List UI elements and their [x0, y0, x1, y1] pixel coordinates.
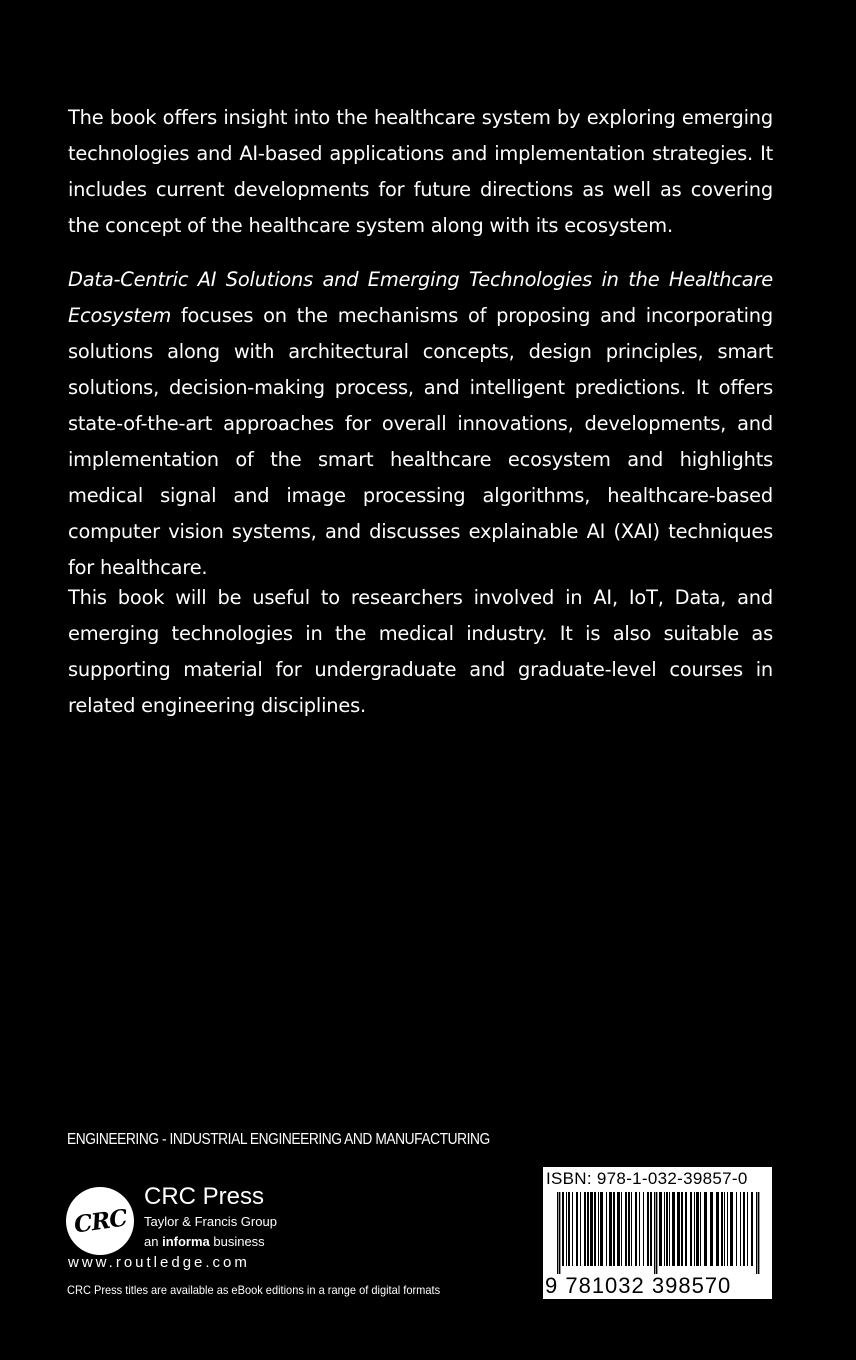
barcode-digits: 9 781032 398570 [545, 1273, 732, 1298]
ebook-note: CRC Press titles are available as eBook editions in a range of digital formats [67, 1283, 441, 1297]
blurb-paragraph-1: The book offers insight into the healthcare system by exploring emerging technologies and AI-based applications and implementation strategies. It includes current developments for future directions as well as covering the concept of the healthcare system along with its ecosystem. [68, 106, 773, 237]
crc-logo-text: CRC [72, 1203, 128, 1239]
isbn-barcode [543, 1167, 772, 1299]
barcode-bars-icon [549, 1192, 767, 1274]
blurb-paragraph-2 [68, 262, 773, 586]
subject-category: ENGINEERING - INDUSTRIAL ENGINEERING AND MANUFACTURING [67, 1131, 490, 1148]
publisher-group: Taylor & Francis Group [144, 1214, 277, 1229]
isbn-label: ISBN: 978-1-032-39857-0 [546, 1169, 748, 1188]
publisher-informa-tagline: an informa business [144, 1234, 265, 1249]
blurb-paragraph-3: This book will be useful to researchers involved in AI, IoT, Data, and emerging technologies in the medical industry. It is also suitable as supporting material for undergraduate and graduate-level courses in related engineering disciplines. [68, 586, 773, 717]
publisher-name: CRC Press [144, 1183, 265, 1210]
informa-word: informa [162, 1234, 210, 1249]
book-title: Data-Centric AI Solutions and Emerging Technologies in the Healthcare Ecosystem [68, 268, 773, 327]
crc-logo-icon [66, 1187, 134, 1255]
blurb-paragraph-2-body: focuses on the mechanisms of proposing and incorporating solutions along with architectural concepts, design principles, smart solutions, decision-making process, and intelligent predictions. It offers state-of-the-art approaches for overall innovations, developments, and implementation of the smart healthcare ecosystem and highlights medical signal and image processing algorithms, healthcare-based computer vision systems, and discusses explainable AI (XAI) techniques for healthcare. [68, 304, 773, 579]
publisher-website: www.routledge.com [68, 1254, 250, 1271]
